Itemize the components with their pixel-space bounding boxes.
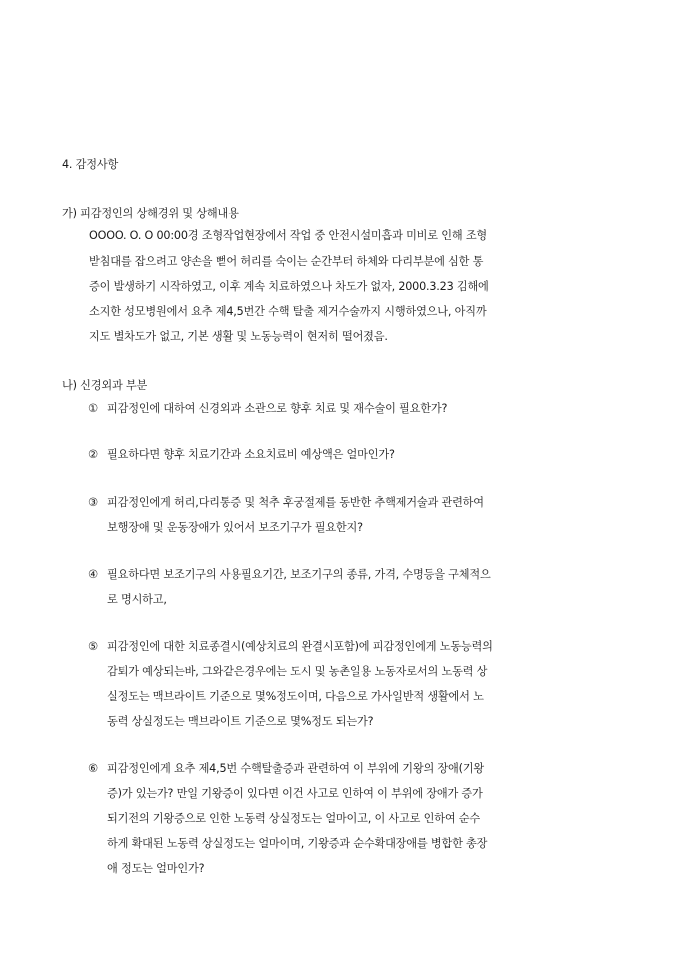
question-line: 동력 상실정도는 맥브라이트 기준으로 몇%정도 되는가? <box>107 715 374 728</box>
question-line: 애 정도는 얼마인가? <box>107 862 205 875</box>
question-line: 피감정인에게 허리,다리통증 및 척추 후궁절제를 동반한 추핵제거술과 관련하여 <box>107 496 484 509</box>
part-a-line: 받침대를 잡으려고 양손을 뻗어 허리를 숙이는 순간부터 하체와 다리부분에 심한 통 <box>89 255 484 268</box>
question-line: 감퇴가 예상되는바, 그와같은경우에는 도시 및 농촌일용 노동자로서의 노동력 상 <box>107 665 488 678</box>
question-number: ③ <box>88 496 98 509</box>
question-line: 피감정인에게 요추 제4,5번 수핵탈출증과 관련하여 이 부위에 기왕의 장애(기왕 <box>107 762 485 775</box>
part-a-line: OOOO. O. O 00:00경 조형작업현장에서 작업 중 안전시설미흡과 미비로 인해 조형 <box>89 229 488 242</box>
section-title: 4. 감정사항 <box>62 158 119 171</box>
part-a-line: 소지한 성모병원에서 요추 제4,5번간 수핵 탈출 제거수술까지 시행하였으나, 아직까 <box>89 305 487 318</box>
part-b-label: 나) 신경외과 부분 <box>62 379 148 392</box>
question-line: 되기전의 기왕증으로 인한 노동력 상실정도는 얼마이고, 이 사고로 인하여 순수 <box>107 812 480 825</box>
part-a-label: 가) 피감정인의 상해경위 및 상해내용 <box>62 207 239 220</box>
question-number: ② <box>88 448 98 461</box>
question-line: 하게 확대된 노동력 상실정도는 얼마이며, 기왕증과 순수확대장애를 병합한 총장 <box>107 837 488 850</box>
question-number: ⑤ <box>88 640 98 653</box>
question-number: ⑥ <box>88 762 98 775</box>
question-line: 보행장애 및 운동장애가 있어서 보조기구가 필요한지? <box>107 521 363 534</box>
question-line: 실정도는 맥브라이트 기준으로 몇%정도이며, 다음으로 가사일반적 생활에서 노 <box>107 690 484 703</box>
part-a-line: 지도 별차도가 없고, 기본 생활 및 노동능력이 현저히 떨어졌음. <box>89 330 388 343</box>
question-line: 피감정인에 대한 치료종결시(예상치료의 완결시포함)에 피감정인에게 노동능력의 <box>107 640 493 653</box>
question-line: 피감정인에 대하여 신경외과 소관으로 향후 치료 및 재수술이 필요한가? <box>107 402 448 415</box>
question-line: 증)가 있는가? 만일 기왕증이 있다면 이건 사고로 인하여 이 부위에 장애가 증가 <box>107 787 483 800</box>
question-line: 로 명시하고, <box>107 593 167 606</box>
question-line: 필요하다면 보조기구의 사용필요기간, 보조기구의 종류, 가격, 수명등을 구체적으 <box>107 568 491 581</box>
question-line: 필요하다면 향후 치료기간과 소요치료비 예상액은 얼마인가? <box>107 448 395 461</box>
question-number: ① <box>88 402 98 415</box>
question-number: ④ <box>88 568 98 581</box>
part-a-line: 증이 발생하기 시작하였고, 이후 계속 치료하였으나 차도가 없자, 2000.3.23 김해에 <box>89 280 489 293</box>
